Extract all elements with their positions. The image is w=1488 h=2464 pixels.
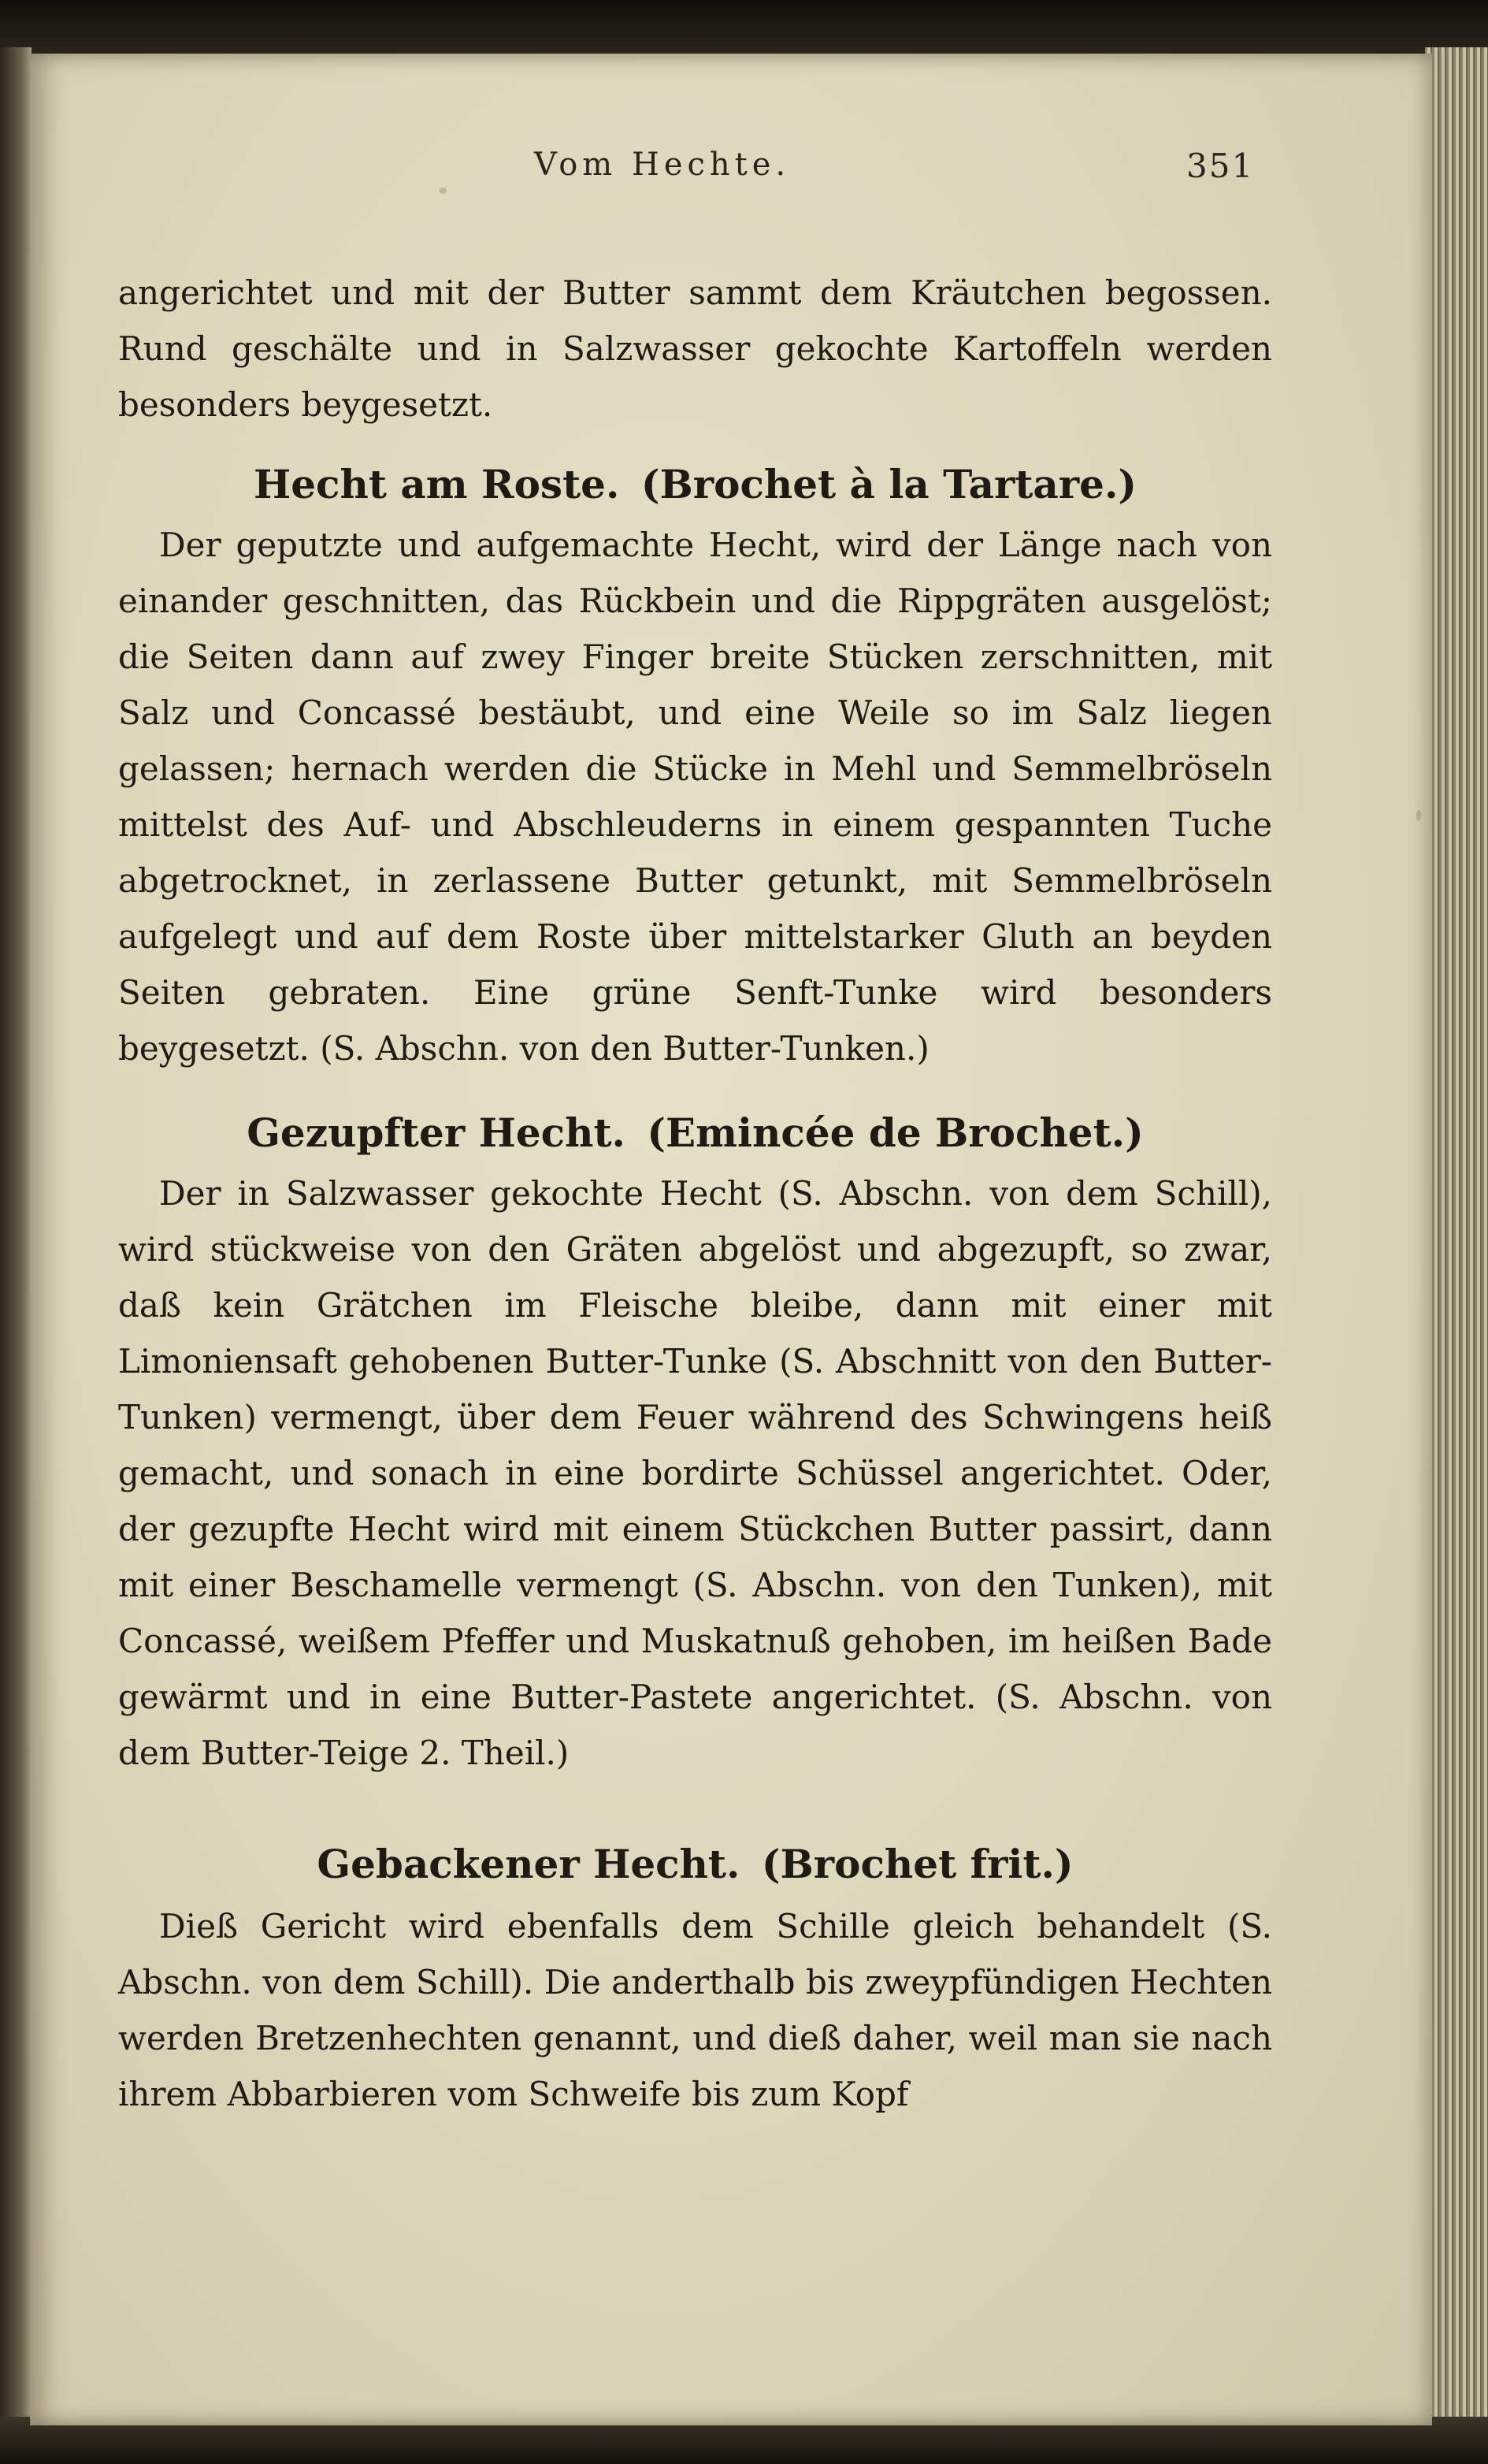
gebacken-paragraph: Dieß Gericht wird ebenfalls dem Schille gleich behandelt (S. Abschn. von dem Schill). Die anderthalb bis zweypfündigen Hechten werden Bretzenhechten genannt, und dieß daher, weil man sie nach ihrem Abbarbieren vom Schweife bis zum Kopf (118, 1907, 1272, 2113)
heading-french: (Brochet à la Tartare.) (640, 461, 1137, 507)
rost-paragraph: Der geputzte und aufgemachte Hecht, wird der Länge nach von einander geschnitten, das Rückbein und die Rippgräten ausgelöst; die Seiten dann auf zwey Finger breite Stücken zerschnitten, mit Salz und Concassé bestäubt, und eine Weile so im Salz liegen gelassen; hernach werden die Stücke in Mehl und Semmelbröseln mittelst des Auf- und Abschleuderns in einem gespannten Tuche abgetrocknet, in zerlassene Butter getunkt, mit Semmelbröseln aufgelegt und auf dem Roste über mittelstarker Gluth an beyden Seiten gebraten. Eine grüne Senft-Tunke wird besonders beygesetzt. (S. Abschn. von den Butter-Tunken.) (118, 526, 1272, 1068)
heading-french: (Emincée de Brochet.) (647, 1109, 1144, 1156)
running-head: Vom Hechte. (534, 147, 791, 183)
section-heading-rost (118, 455, 1272, 514)
gezupft-paragraph: Der in Salzwasser gekochte Hecht (S. Abschn. von dem Schill), wird stückweise von den Gräten abgelöst und abgezupft, so zwar, daß kein Grätchen im Fleische bleibe, dann mit einer mit Limoniensaft gehobenen Butter-Tunke (S. Abschnitt von den Butter-Tunken) vermengt, über dem Feuer während des Schwingens heiß gemacht, und sonach in eine bordirte Schüssel angerichtet. Oder, der gezupfte Hecht wird mit einem Stückchen Butter passirt, dann mit einer Beschamelle vermengt (S. Abschn. von den Tunken), mit Concassé, weißem Pfeffer und Muskatnuß gehoben, im heißen Bade gewärmt und in eine Butter-Pastete angerichtet. (S. Abschn. von dem Butter-Teige 2. Theil.) (118, 1174, 1272, 1772)
page-body (118, 265, 1272, 2122)
page-number: 351 (1186, 147, 1255, 185)
page-stack-edge (1425, 47, 1488, 2464)
heading-french: (Brochet frit.) (761, 1841, 1074, 1887)
book-page (30, 54, 1432, 2425)
ink-spot (1416, 810, 1421, 821)
ink-spot (440, 188, 447, 194)
heading-german: Hecht am Roste. (253, 461, 620, 507)
scan-top-border (0, 0, 1488, 55)
section-heading-gebacken (118, 1834, 1272, 1894)
intro-paragraph: angerichtet und mit der Butter sammt dem Kräutchen begossen. Rund geschälte und in Salzwasser gekochte Kartoffeln werden besonders beygesetzt. (118, 273, 1272, 424)
binding-edge (0, 47, 32, 2464)
section-heading-gezupft (118, 1103, 1272, 1162)
heading-german: Gezupfter Hecht. (247, 1109, 625, 1156)
heading-german: Gebackener Hecht. (317, 1841, 740, 1887)
